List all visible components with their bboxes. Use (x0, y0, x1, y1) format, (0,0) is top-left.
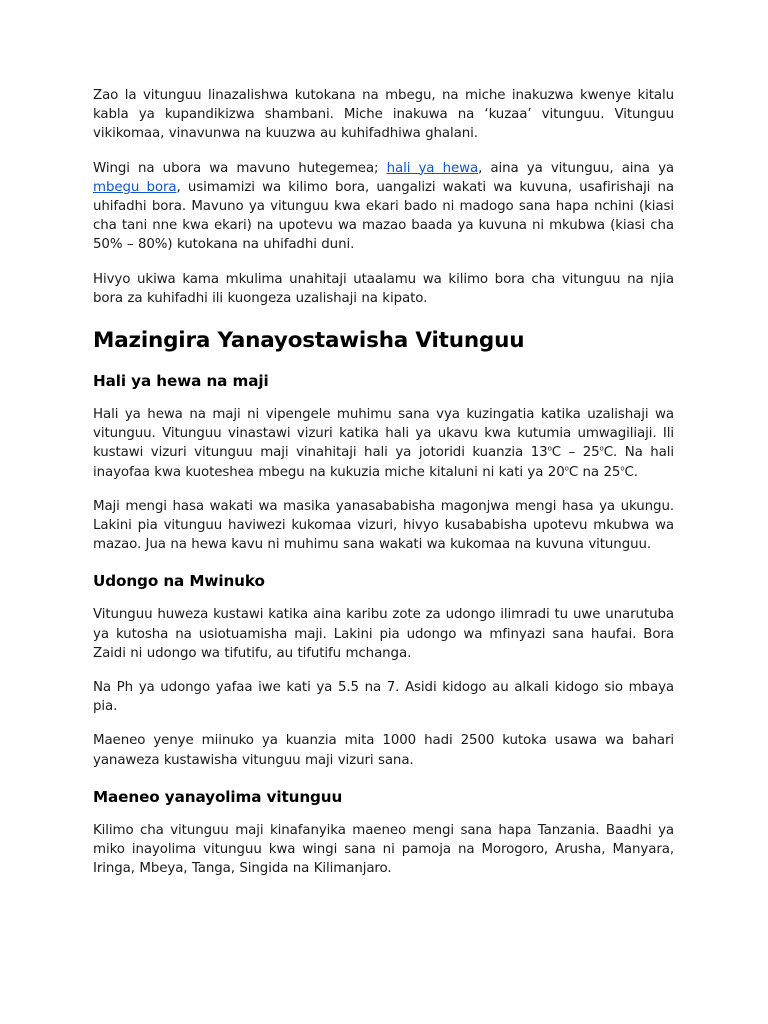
climate-p1-text-e: C. (624, 464, 638, 480)
heading-regions: Maeneo yanayolima vitunguu (93, 787, 343, 806)
heading-climate: Hali ya hewa na maji (93, 372, 269, 391)
link-mbegu-bora[interactable]: mbegu bora (93, 179, 177, 195)
climate-paragraph-1 (93, 405, 674, 482)
section-title: Mazingira Yanayostawisha Vitunguu (93, 328, 525, 354)
regions-paragraph-1: Kilimo cha vitunguu maji kinafanyika maeneo mengi sana hapa Tanzania. Baadhi ya miko inayolima vitunguu kwa wingi sana ni pamoja na Morogoro, Arusha, Manyara, Iringa, Mbeya, Tanga, Singida na Kilimanjaro. (93, 822, 674, 877)
link-hali-ya-hewa[interactable]: hali ya hewa (386, 160, 479, 176)
degree-mark: o (547, 444, 552, 453)
degree-mark: o (599, 444, 604, 453)
degree-mark: o (564, 464, 569, 473)
soil-paragraph-3: Maeneo yenye miinuko ya kuanzia mita 1000 hadi 2500 kutoka usawa wa bahari yanaweza kustawisha vitunguu maji vizuri sana. (93, 733, 674, 768)
heading-soil: Udongo na Mwinuko (93, 572, 265, 591)
soil-paragraph-2: Na Ph ya udongo yafaa iwe kati ya 5.5 na 7. Asidi kidogo au alkali kidogo sio mbaya pia. (93, 680, 674, 715)
intro-paragraph-1: Zao la vitunguu linazalishwa kutokana na mbegu, na miche inakuzwa kwenye kitalu kabla ya kupandikizwa shambani. Miche inakuwa na ‘kuzaa’ vitunguu. Vitunguu vikikomaa, vinavunwa na kuuzwa au kuhifadhiwa ghalani. (93, 88, 674, 142)
intro-paragraph-3: Hivyo ukiwa kama mkulima unahitaji utaalamu wa kilimo bora cha vitunguu na njia bora za kuhifadhi ili kuongeza uzalishaji na kipato. (93, 271, 674, 306)
climate-p1-text-b: C – 25 (551, 445, 600, 461)
intro-paragraph-2 (93, 159, 674, 255)
climate-p1-text-a: Hali ya hewa na maji ni vipengele muhimu sana vya kuzingatia katika uzalishaji wa vitunguu. Vitunguu vinastawi vizuri katika hali ya ukavu kwa kutumia umwagiliaji. Ili kustawi vizuri vitunguu maji vinahitaji hali ya jotoridi kuanzia 13 (93, 407, 674, 461)
soil-paragraph-1: Vitunguu huweza kustawi katika aina karibu zote za udongo ilimradi tu uwe unarutuba ya kutosha na usiotuamisha maji. Lakini pia udongo wa mfinyazi sana haufai. Bora Zaidi ni udongo wa tifutifu, au tifutifu mchanga. (93, 607, 674, 661)
climate-p1-text-c: C. Na hali inayofaa kwa kuoteshea mbegu na kukuzia miche kitaluni ni kati ya 20 (93, 445, 675, 480)
degree-mark: o (620, 464, 625, 473)
intro-p2-text-c: , usimamizi wa kilimo bora, uangalizi wakati wa kuvuna, usafirishaji na uhifadhi bora. Mavuno ya vitunguu kwa ekari bado ni madogo sana hapa nchini (kiasi cha tani nne kwa ekari) na upotevu wa mazao baada ya kuvuna ni mkubwa (kiasi cha 50% – 80%) kutokana na uhifadhi duni. (93, 179, 675, 253)
intro-p2-text-b: , aina ya vitunguu, aina ya (478, 160, 674, 176)
climate-p1-text-d: C na 25 (568, 464, 621, 480)
intro-p2-text-a: Wingi na ubora wa mavuno hutegemea; (93, 160, 387, 176)
climate-paragraph-2: Maji mengi hasa wakati wa masika yanasababisha magonjwa mengi hasa ya ukungu. Lakini pia vitunguu haviwezi kukomaa vizuri, hivyo kusababisha upotevu mkubwa wa mazao. Jua na hewa kavu ni muhimu sana wakati wa kukomaa na kuvuna vitunguu. (93, 498, 674, 553)
document-page (93, 86, 674, 878)
